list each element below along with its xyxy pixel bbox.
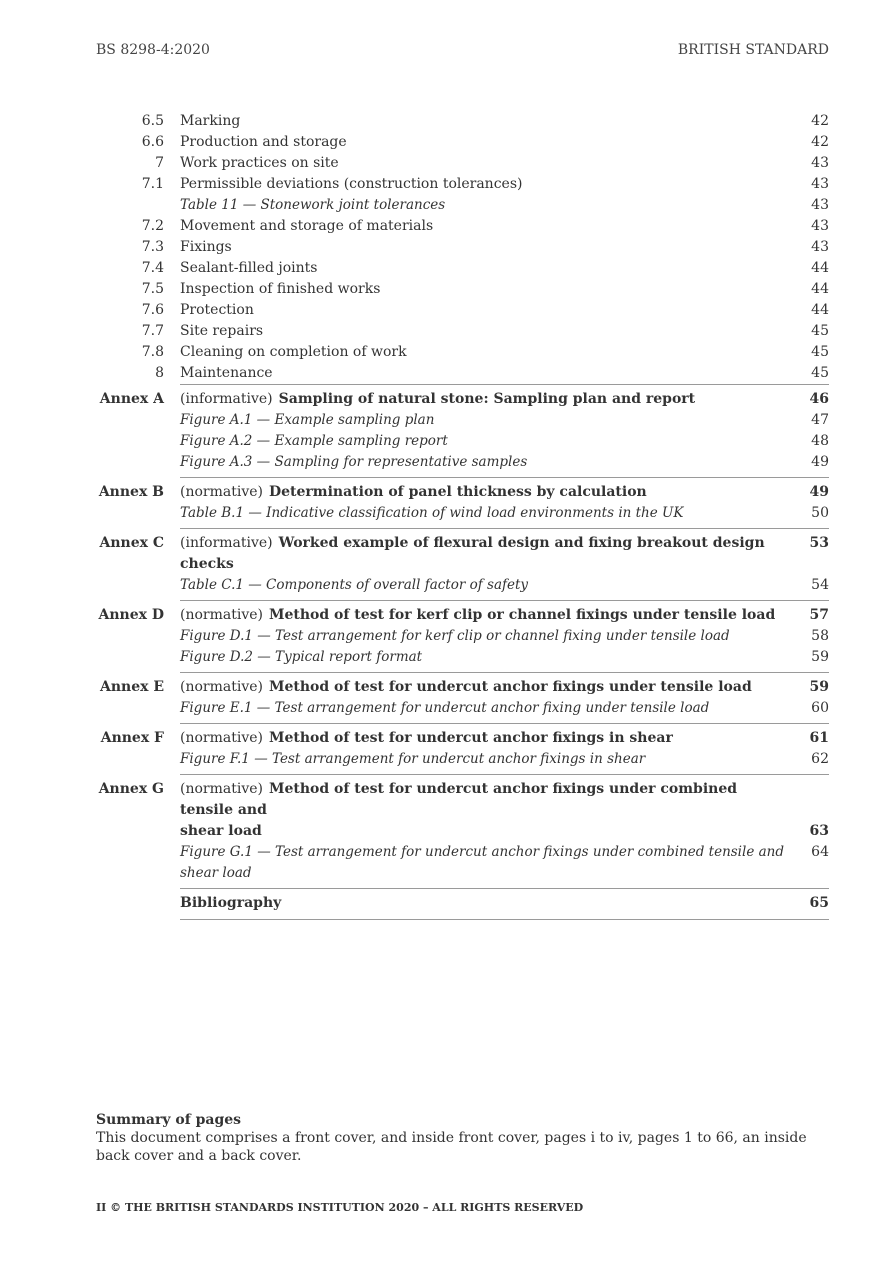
caption-title: Figure A.2 — Example sampling report	[180, 433, 448, 449]
caption-title: Table C.1 — Components of overall factor of safety	[180, 577, 529, 593]
toc-annex-heading[interactable]	[98, 779, 829, 821]
toc-entry[interactable]	[96, 258, 829, 279]
caption-page: 58	[811, 628, 829, 644]
toc-entry[interactable]	[96, 321, 829, 342]
annex-title: Method of test for undercut anchor fixings under tensile load	[268, 679, 752, 695]
caption-page: 60	[811, 700, 829, 716]
toc-entry[interactable]	[96, 216, 829, 237]
toc-annex-block	[99, 528, 829, 600]
toc-annex-block	[98, 774, 829, 888]
caption-page: 48	[811, 433, 829, 449]
toc-entry-number: 7.5	[141, 281, 164, 297]
toc-annex-block	[99, 672, 829, 723]
annex-title-group	[180, 728, 789, 749]
caption-title: Figure A.1 — Example sampling plan	[180, 412, 435, 428]
toc-annex-heading[interactable]	[99, 533, 829, 575]
toc-caption-entry[interactable]	[180, 698, 829, 719]
toc-section-entries	[96, 111, 829, 384]
toc-entry[interactable]	[96, 132, 829, 153]
summary-text: This document comprises a front cover, and inside front cover, pages i to iv, pages 1 to 66, an inside back cover and a back cover.	[96, 1130, 807, 1164]
toc-entry-number: 8	[155, 365, 164, 381]
toc-annex-block	[98, 477, 829, 528]
summary-of-pages	[96, 1111, 829, 1165]
copyright-footer: II © THE BRITISH STANDARDS INSTITUTION 2020 – ALL RIGHTS RESERVED	[96, 1201, 584, 1214]
caption-title: Figure G.1 — Test arrangement for undercut anchor fixings under combined tensile and shear load	[180, 844, 784, 881]
toc-entry-page: 45	[811, 344, 829, 360]
caption-title: Figure E.1 — Test arrangement for undercut anchor fixing under tensile load	[180, 700, 710, 716]
toc-annex-heading-cont[interactable]	[180, 821, 829, 842]
toc-entry-number: 7.1	[141, 176, 164, 192]
toc-entry-title: Protection	[180, 302, 254, 318]
toc-entry-page: 44	[811, 260, 829, 276]
annex-page: 61	[809, 730, 829, 746]
toc-entry-title: Fixings	[180, 239, 232, 255]
toc-entry-number: 7.3	[141, 239, 164, 255]
annex-label: Annex D	[98, 607, 164, 623]
annex-page: 53	[809, 535, 829, 551]
bibliography-title: Bibliography	[180, 895, 282, 911]
toc-entry-page: 43	[811, 176, 829, 192]
annex-kind: (normative)	[180, 607, 263, 623]
annex-label: Annex F	[100, 730, 164, 746]
toc-entry-title: Inspection of finished works	[180, 281, 381, 297]
toc-entry[interactable]	[96, 195, 829, 216]
toc-caption-entry[interactable]	[180, 575, 829, 596]
caption-title: Figure D.1 — Test arrangement for kerf clip or channel fixing under tensile load	[180, 628, 730, 644]
toc-caption-entry[interactable]	[180, 503, 829, 524]
toc-entry[interactable]	[96, 279, 829, 300]
annex-kind: (normative)	[180, 781, 263, 797]
toc-caption-entry[interactable]	[180, 431, 829, 452]
annex-kind: (normative)	[180, 484, 263, 500]
toc-entry-number: 7.4	[141, 260, 164, 276]
toc-entry-number: 7.7	[141, 323, 164, 339]
toc-entry-page: 44	[811, 281, 829, 297]
toc-entry[interactable]	[96, 342, 829, 363]
caption-title: Figure D.2 — Typical report format	[180, 649, 423, 665]
toc-entry-page: 43	[811, 155, 829, 171]
annex-title-group	[180, 677, 789, 698]
toc-entry-page: 45	[811, 365, 829, 381]
toc-entry-page: 43	[811, 239, 829, 255]
toc-entry[interactable]	[96, 237, 829, 258]
annex-title-group	[180, 482, 789, 503]
toc-entry-number: 7.2	[141, 218, 164, 234]
annex-label: Annex B	[98, 484, 164, 500]
caption-page: 64	[811, 844, 829, 860]
toc-annex-block	[98, 600, 829, 672]
annex-kind: (normative)	[180, 679, 263, 695]
toc-entry-number: 7	[155, 155, 164, 171]
toc-entry-page: 43	[811, 218, 829, 234]
annex-label: Annex A	[99, 391, 164, 407]
toc-table-caption: Table 11 — Stonework joint tolerances	[180, 197, 446, 213]
toc-annex-entries	[96, 384, 829, 888]
caption-title: Figure A.3 — Sampling for representative samples	[180, 454, 528, 470]
header-publisher: BRITISH STANDARD	[677, 42, 829, 58]
toc-caption-entry[interactable]	[180, 410, 829, 431]
annex-title-group	[180, 389, 789, 410]
summary-title: Summary of pages	[96, 1112, 242, 1128]
toc-entry[interactable]	[96, 153, 829, 174]
annex-kind: (normative)	[180, 730, 263, 746]
caption-page: 62	[811, 751, 829, 767]
toc-entry[interactable]	[96, 363, 829, 384]
header-standard-number: BS 8298-4:2020	[96, 42, 210, 58]
toc-caption-entry[interactable]	[180, 626, 829, 647]
toc-entry-number: 6.6	[141, 134, 164, 150]
toc-entry-title: Maintenance	[180, 365, 273, 381]
caption-page: 49	[811, 454, 829, 470]
toc-caption-entry[interactable]	[180, 647, 829, 668]
annex-title: Sampling of natural stone: Sampling plan and report	[278, 391, 696, 407]
toc-entry[interactable]	[96, 174, 829, 195]
annex-label: Annex G	[98, 781, 164, 797]
toc-caption-entry[interactable]	[180, 842, 829, 884]
annex-title: Determination of panel thickness by calculation	[268, 484, 647, 500]
toc-entry-page: 42	[811, 113, 829, 129]
annex-title-group	[180, 533, 789, 575]
caption-page: 59	[811, 649, 829, 665]
toc-entry-number: 7.8	[141, 344, 164, 360]
toc-entry-number: 6.5	[141, 113, 164, 129]
toc-entry-title: Permissible deviations (construction tolerances)	[180, 176, 523, 192]
toc-entry-number: 7.6	[141, 302, 164, 318]
annex-label: Annex E	[99, 679, 164, 695]
toc-annex-block	[99, 384, 829, 477]
toc-entry-page: 44	[811, 302, 829, 318]
toc-entry-title: Site repairs	[180, 323, 264, 339]
toc-annex-heading[interactable]	[99, 389, 829, 410]
annex-page: 59	[809, 679, 829, 695]
annex-title-continued: shear load	[180, 823, 262, 839]
toc-caption-entry[interactable]	[180, 749, 829, 770]
caption-title: Table B.1 — Indicative classification of wind load environments in the UK	[180, 505, 684, 521]
toc-entry-title: Movement and storage of materials	[180, 218, 434, 234]
toc-entry-page: 45	[811, 323, 829, 339]
annex-title: Method of test for undercut anchor fixings in shear	[268, 730, 673, 746]
toc-entry-title: Production and storage	[180, 134, 347, 150]
annex-page: 57	[809, 607, 829, 623]
toc-bibliography[interactable]	[180, 888, 829, 920]
toc-annex-block	[100, 723, 829, 774]
table-of-contents	[96, 111, 829, 920]
caption-page: 47	[811, 412, 829, 428]
toc-entry-title: Marking	[180, 113, 241, 129]
annex-title: Method of test for undercut anchor fixings under combined tensile and	[180, 781, 738, 818]
annex-page: 63	[809, 823, 829, 839]
toc-annex-heading[interactable]	[99, 677, 829, 698]
toc-entry-title: Sealant-filled joints	[180, 260, 318, 276]
annex-page: 49	[809, 484, 829, 500]
annex-label: Annex C	[99, 535, 164, 551]
toc-entry[interactable]	[96, 111, 829, 132]
caption-page: 54	[811, 577, 829, 593]
bibliography-page: 65	[809, 895, 829, 911]
annex-title: Worked example of flexural design and fixing breakout design checks	[180, 535, 765, 572]
annex-title-group	[180, 605, 789, 626]
toc-annex-heading[interactable]	[98, 482, 829, 503]
toc-annex-heading[interactable]	[100, 728, 829, 749]
toc-annex-heading[interactable]	[98, 605, 829, 626]
caption-page: 50	[811, 505, 829, 521]
toc-entry[interactable]	[96, 300, 829, 321]
toc-entry-page: 42	[811, 134, 829, 150]
toc-caption-entry[interactable]	[180, 452, 829, 473]
toc-entry-title: Work practices on site	[180, 155, 339, 171]
annex-title: Method of test for kerf clip or channel fixings under tensile load	[268, 607, 776, 623]
annex-kind: (informative)	[180, 535, 273, 551]
annex-kind: (informative)	[180, 391, 273, 407]
annex-title-group	[180, 779, 789, 821]
caption-title: Figure F.1 — Test arrangement for undercut anchor fixings in shear	[180, 751, 646, 767]
toc-entry-page: 43	[811, 197, 829, 213]
annex-page: 46	[809, 391, 829, 407]
toc-entry-title: Cleaning on completion of work	[180, 344, 407, 360]
